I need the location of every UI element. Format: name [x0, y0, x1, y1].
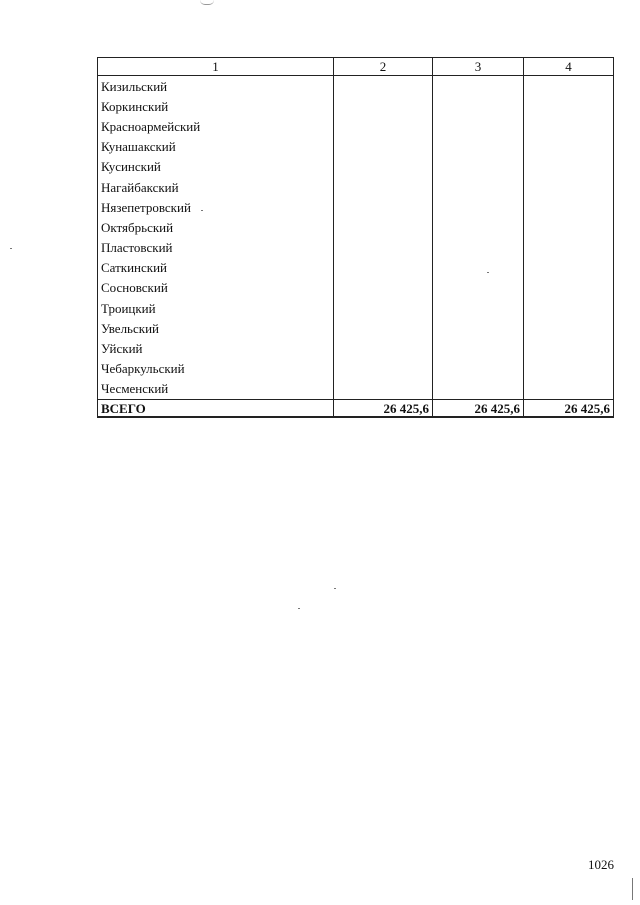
- scan-speck: [334, 588, 336, 589]
- district-name: Коркинский: [98, 96, 334, 116]
- table-row: [98, 177, 614, 197]
- total-value-col2: 26 425,6: [334, 400, 433, 418]
- district-name: Октябрьский: [98, 217, 334, 237]
- district-name: Саткинский: [98, 258, 334, 278]
- scan-mark: [200, 0, 214, 5]
- district-name: Чесменский: [98, 379, 334, 400]
- table-row: [98, 338, 614, 358]
- total-value-col4: 26 425,6: [524, 400, 614, 418]
- district-name: Увельский: [98, 318, 334, 338]
- scan-speck: [298, 608, 300, 609]
- column-header-4: 4: [524, 58, 614, 76]
- district-name: Кунашакский: [98, 137, 334, 157]
- district-name: Чебаркульский: [98, 359, 334, 379]
- table-row: [98, 278, 614, 298]
- table-row: [98, 116, 614, 136]
- table-header-row: [98, 58, 614, 76]
- table-row: [98, 217, 614, 237]
- table-row: [98, 238, 614, 258]
- page-number: 1026: [588, 857, 614, 872]
- district-name: Уйский: [98, 338, 334, 358]
- district-name: Кусинский: [98, 157, 334, 177]
- total-row: [98, 400, 614, 418]
- table-body: [98, 76, 614, 418]
- table-row: [98, 359, 614, 379]
- column-header-3: 3: [433, 58, 524, 76]
- district-name: Сосновский: [98, 278, 334, 298]
- district-name: Нязепетровский: [98, 197, 334, 217]
- scan-speck: [10, 248, 12, 249]
- table-row: [98, 137, 614, 157]
- table-row: [98, 318, 614, 338]
- table-row: [98, 76, 614, 97]
- scan-edge-line: [632, 878, 633, 900]
- district-name: Нагайбакский: [98, 177, 334, 197]
- scan-speck: [201, 210, 203, 211]
- total-value-col3: 26 425,6: [433, 400, 524, 418]
- table-row: [98, 258, 614, 278]
- column-header-2: 2: [334, 58, 433, 76]
- table-row: [98, 197, 614, 217]
- table-row: [98, 298, 614, 318]
- district-name: Кизильский: [98, 76, 334, 97]
- district-name: Пластовский: [98, 238, 334, 258]
- table-row: [98, 379, 614, 400]
- total-label: ВСЕГО: [98, 400, 334, 418]
- budget-table: [97, 57, 614, 418]
- district-name: Троицкий: [98, 298, 334, 318]
- district-name: Красноармейский: [98, 116, 334, 136]
- column-header-1: 1: [98, 58, 334, 76]
- table-row: [98, 157, 614, 177]
- scan-speck: [487, 272, 489, 273]
- table-row: [98, 96, 614, 116]
